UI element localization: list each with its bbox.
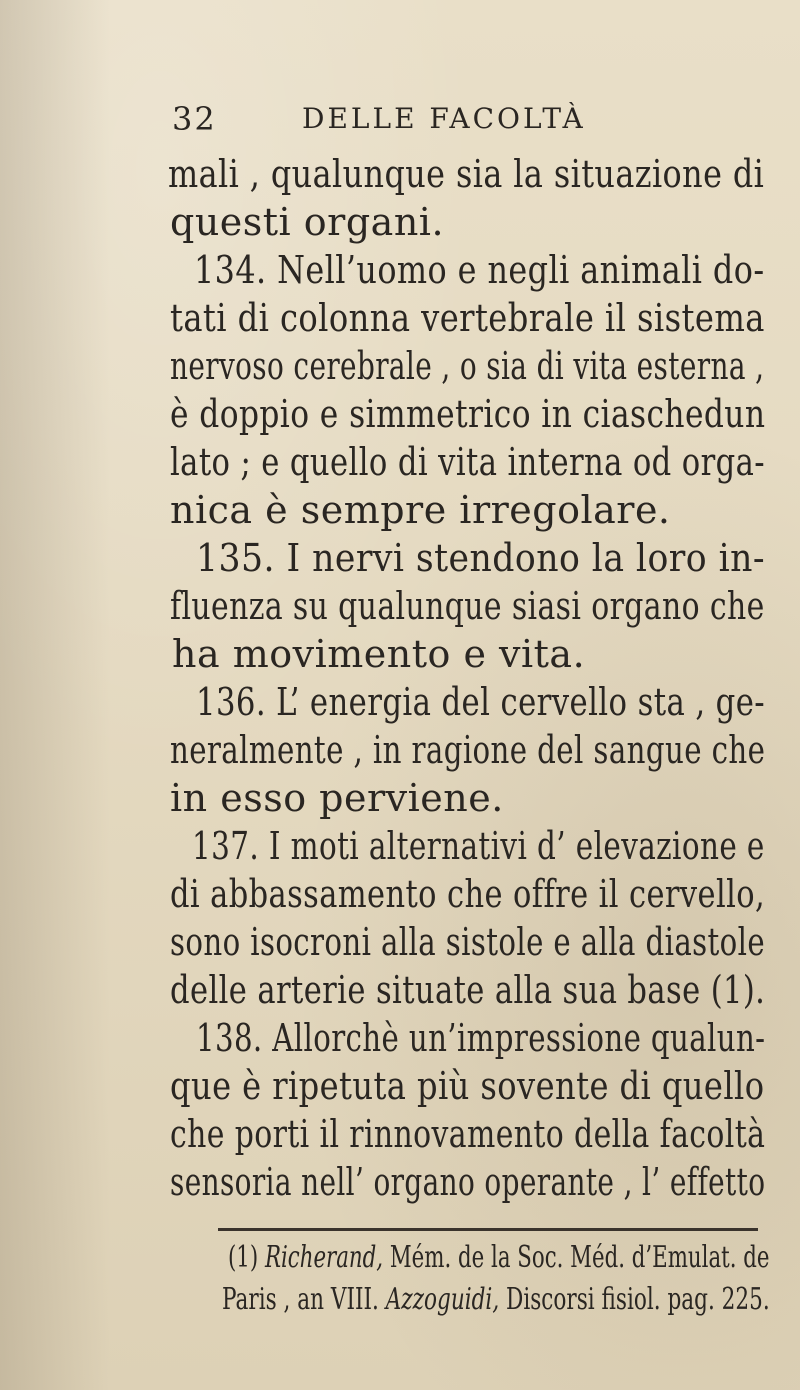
text-line: di abbassamento che offre il cervello,: [170, 872, 766, 916]
text-line: ha movimento e vita.: [172, 632, 586, 676]
text-line: è doppio e simmetrico in ciaschedun: [170, 392, 766, 436]
text-line: 135. I nervi stendono la loro in-: [196, 536, 766, 580]
text-line: sono isocroni alla sistole e alla diastole: [170, 920, 766, 964]
text-line: in esso perviene.: [170, 776, 504, 820]
footnote-reference-start: Paris , an VIII.: [222, 1282, 379, 1317]
text-line: tati di colonna vertebrale il sistema: [170, 296, 765, 340]
footnote-line-2: [222, 1280, 770, 1320]
page-number: 32: [172, 100, 217, 138]
footnote-author: Azzoguidi,: [385, 1282, 500, 1317]
text-line: 138. Allorchè un’impressione qualun-: [196, 1016, 766, 1060]
text-line: nica è sempre irregolare.: [170, 488, 671, 532]
page-edge-shadow: [0, 0, 110, 1390]
text-line: neralmente , in ragione del sangue che: [170, 728, 766, 772]
footnote-divider: [218, 1228, 758, 1231]
footnote-marker: (1): [228, 1240, 259, 1275]
running-title: DELLE FACOLTÀ: [302, 102, 586, 135]
text-line: nervoso cerebrale , o sia di vita esterna ,: [170, 344, 765, 388]
text-line: mali , qualunque sia la situazione di: [168, 152, 765, 196]
text-line: 134. Nell’uomo e negli animali do-: [194, 248, 765, 292]
text-line: lato ; e quello di vita interna od orga-: [170, 440, 765, 484]
text-line: delle arterie situate alla sua base (1).: [170, 968, 766, 1012]
text-line: fluenza su qualunque siasi organo che: [170, 584, 765, 628]
text-line: questi organi.: [170, 200, 445, 244]
footnote-reference: Discorsi fisiol. pag. 225.: [506, 1282, 770, 1317]
footnote-author: Richerand,: [264, 1240, 384, 1275]
text-line: 137. I moti alternativi d’ elevazione e: [192, 824, 765, 868]
footnote-line-1: [228, 1238, 769, 1278]
footnote-reference: Mém. de la Soc. Méd. d’Emulat. de: [389, 1240, 770, 1275]
text-line: 136. L’ energia del cervello sta , ge-: [196, 680, 766, 724]
text-line: sensoria nell’ organo operante , l’ effetto: [170, 1160, 766, 1204]
text-line: che porti il rinnovamento della facoltà: [170, 1112, 766, 1156]
page-header: [172, 100, 732, 148]
text-line: que è ripetuta più sovente di quello: [170, 1064, 765, 1108]
